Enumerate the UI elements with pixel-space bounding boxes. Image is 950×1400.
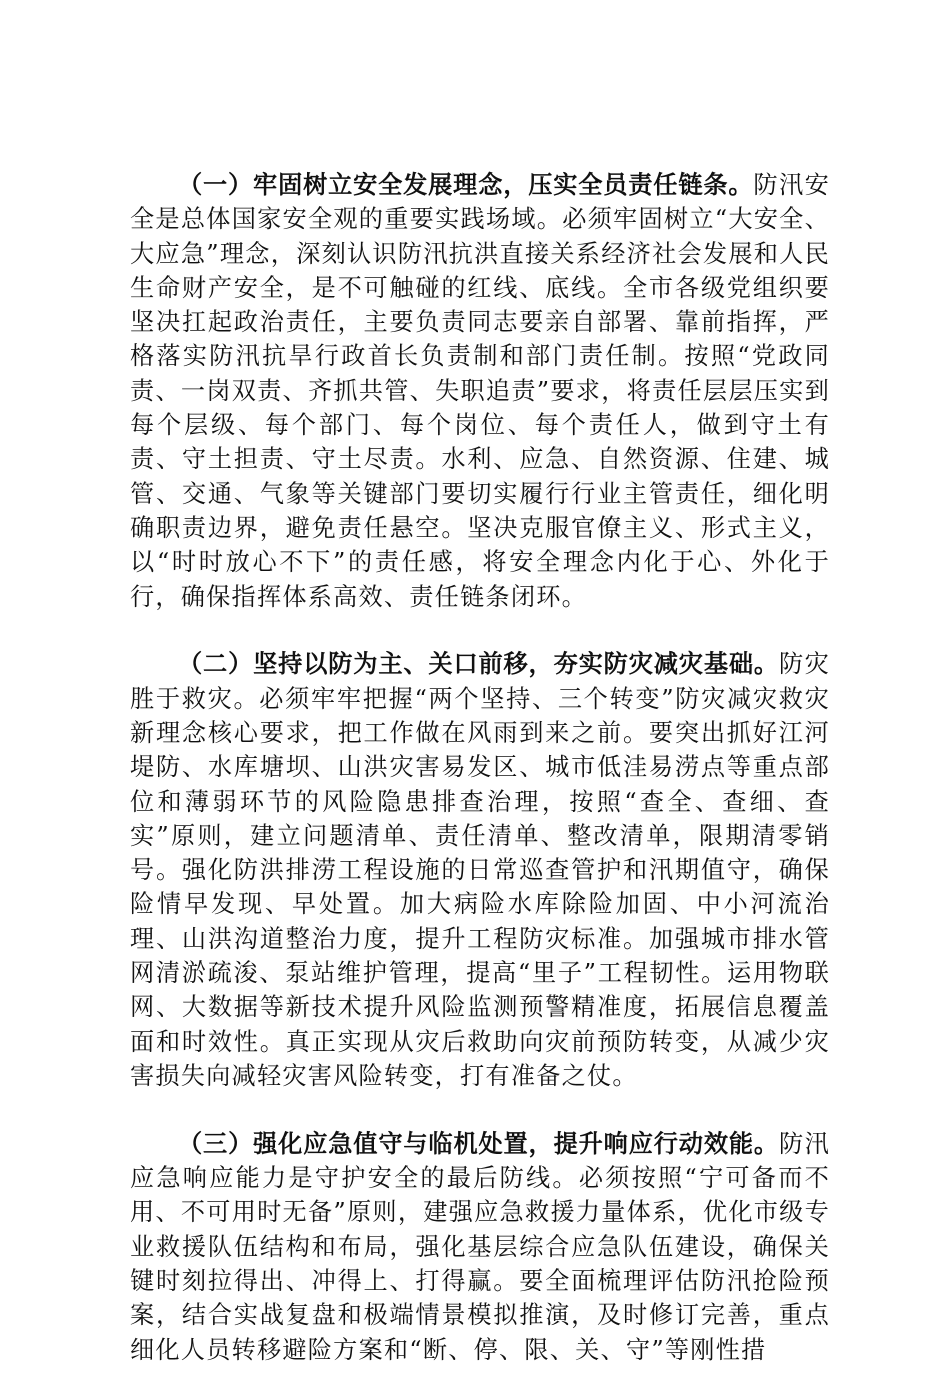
section-3-body: 防汛应急响应能力是守护安全的最后防线。必须按照“宁可备而不用、不可用时无备”原则，建强应急救援力量体系，优化市级专业救援队伍结构和布局，强化基层综合应急队伍建设，确保关键时刻拉得出、冲得上、打得赢。要全面梳理评估防汛抢险预案，结合实战复盘和极端情景模拟推演，及时修订完善，重点细化人员转移避险方案和“断、停、限、关、守”等刚性措 [130,1129,830,1364]
document-page [130,168,830,1400]
section-1-heading: （一）牢固树立安全发展理念，压实全员责任链条。 [178,171,754,199]
section-2-heading: （二）坚持以防为主、关口前移，夯实防灾减灾基础。 [178,650,779,679]
section-1-body: 防汛安全是总体国家安全观的重要实践场域。必须牢固树立“大安全、大应急”理念，深刻认识防汛抗洪直接关系经济社会发展和人民生命财产安全，是不可触碰的红线、底线。全市各级党组织要坚决扛起政治责任，主要负责同志要亲自部署、靠前指挥，严格落实防汛抗旱行政首长负责制和部门责任制。按照“党政同责、一岗双责、齐抓共管、失职追责”要求，将责任层层压实到每个层级、每个部门、每个岗位、每个责任人，做到守土有责、守土担责、守土尽责。水利、应急、自然资源、住建、城管、交通、气象等关键部门要切实履行行业主管责任，细化明确职责边界，避免责任悬空。坚决克服官僚主义、形式主义，以“时时放心不下”的责任感，将安全理念内化于心、外化于行，确保指挥体系高效、责任链条闭环。 [130,171,830,611]
section-2-paragraph [130,647,830,1093]
section-1-paragraph [130,168,830,614]
section-3-heading: （三）强化应急值守与临机处置，提升响应行动效能。 [178,1129,779,1158]
section-2-body: 防灾胜于救灾。必须牢牢把握“两个坚持、三个转变”防灾减灾救灾新理念核心要求，把工作做在风雨到来之前。要突出抓好江河堤防、水库塘坝、山洪灾害易发区、城市低洼易涝点等重点部位和薄弱环节的风险隐患排查治理，按照“查全、查细、查实”原则，建立问题清单、责任清单、整改清单，限期清零销号。强化防洪排涝工程设施的日常巡查管护和汛期值守，确保险情早发现、早处置。加大病险水库除险加固、中小河流治理、山洪沟道整治力度，提升工程防灾标准。加强城市排水管网清淤疏浚、泵站维护管理，提高“里子”工程韧性。运用物联网、大数据等新技术提升风险监测预警精准度，拓展信息覆盖面和时效性。真正实现从灾后救助向灾前预防转变，从减少灾害损失向减轻灾害风险转变，打有准备之仗。 [130,650,830,1090]
section-3-paragraph [130,1127,830,1367]
